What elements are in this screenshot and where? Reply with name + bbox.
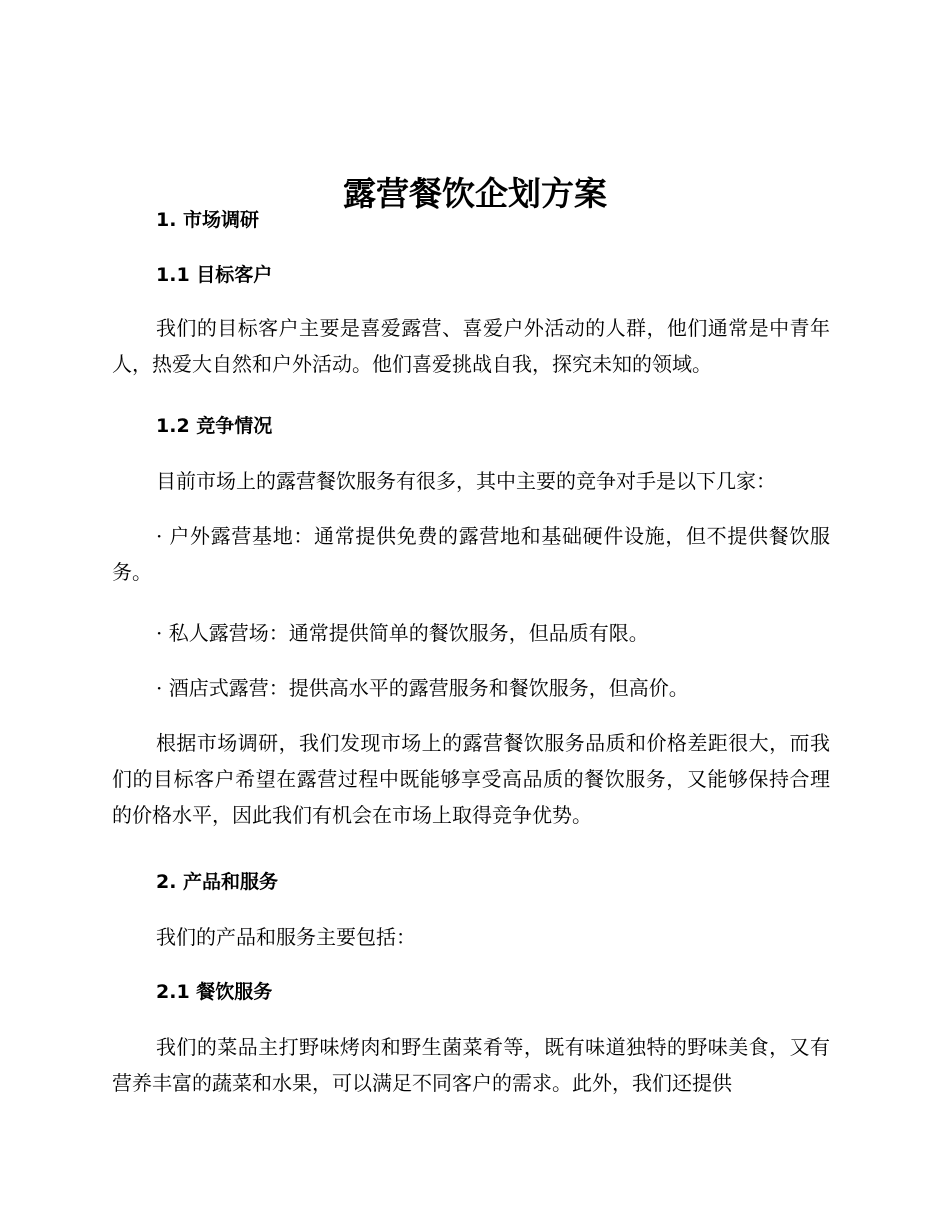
section-heading-catering-service: 2.1 餐饮服务 <box>156 981 273 1003</box>
section-heading-competition: 1.2 竞争情况 <box>156 415 273 437</box>
section-heading-products-services: 2. 产品和服务 <box>156 871 279 893</box>
paragraph-target-customers: 我们的目标客户主要是喜爱露营、喜爱户外活动的人群，他们通常是中青年人，热爱大自然和户外活动。他们喜爱挑战自我，探究未知的领域。 <box>112 316 830 376</box>
paragraph-competition-intro: 目前市场上的露营餐饮服务有很多，其中主要的竞争对手是以下几家： <box>156 469 776 493</box>
paragraph-market-conclusion: 根据市场调研，我们发现市场上的露营餐饮服务品质和价格差距很大，而我们的目标客户希望在露营过程中既能够享受高品质的餐饮服务，又能够保持合理的价格水平，因此我们有机会在市场上取得竞争优势。 <box>112 731 830 827</box>
bullet-outdoor-campsite: · 户外露营基地：通常提供免费的露营地和基础硬件设施，但不提供餐饮服务。 <box>112 524 830 584</box>
paragraph-products-intro: 我们的产品和服务主要包括： <box>156 925 416 949</box>
document-title: 露营餐饮企划方案 <box>343 174 607 214</box>
bullet-private-campground: · 私人露营场：通常提供简单的餐饮服务，但品质有限。 <box>156 621 649 645</box>
section-heading-market-research: 1. 市场调研 <box>156 209 260 231</box>
section-heading-target-customers: 1.1 目标客户 <box>156 264 273 286</box>
paragraph-catering-service: 我们的菜品主打野味烤肉和野生菌菜肴等，既有味道独特的野味美食，又有营养丰富的蔬菜和水果，可以满足不同客户的需求。此外，我们还提供 <box>112 1035 830 1095</box>
bullet-hotel-camping: · 酒店式露营：提供高水平的露营服务和餐饮服务，但高价。 <box>156 676 689 700</box>
